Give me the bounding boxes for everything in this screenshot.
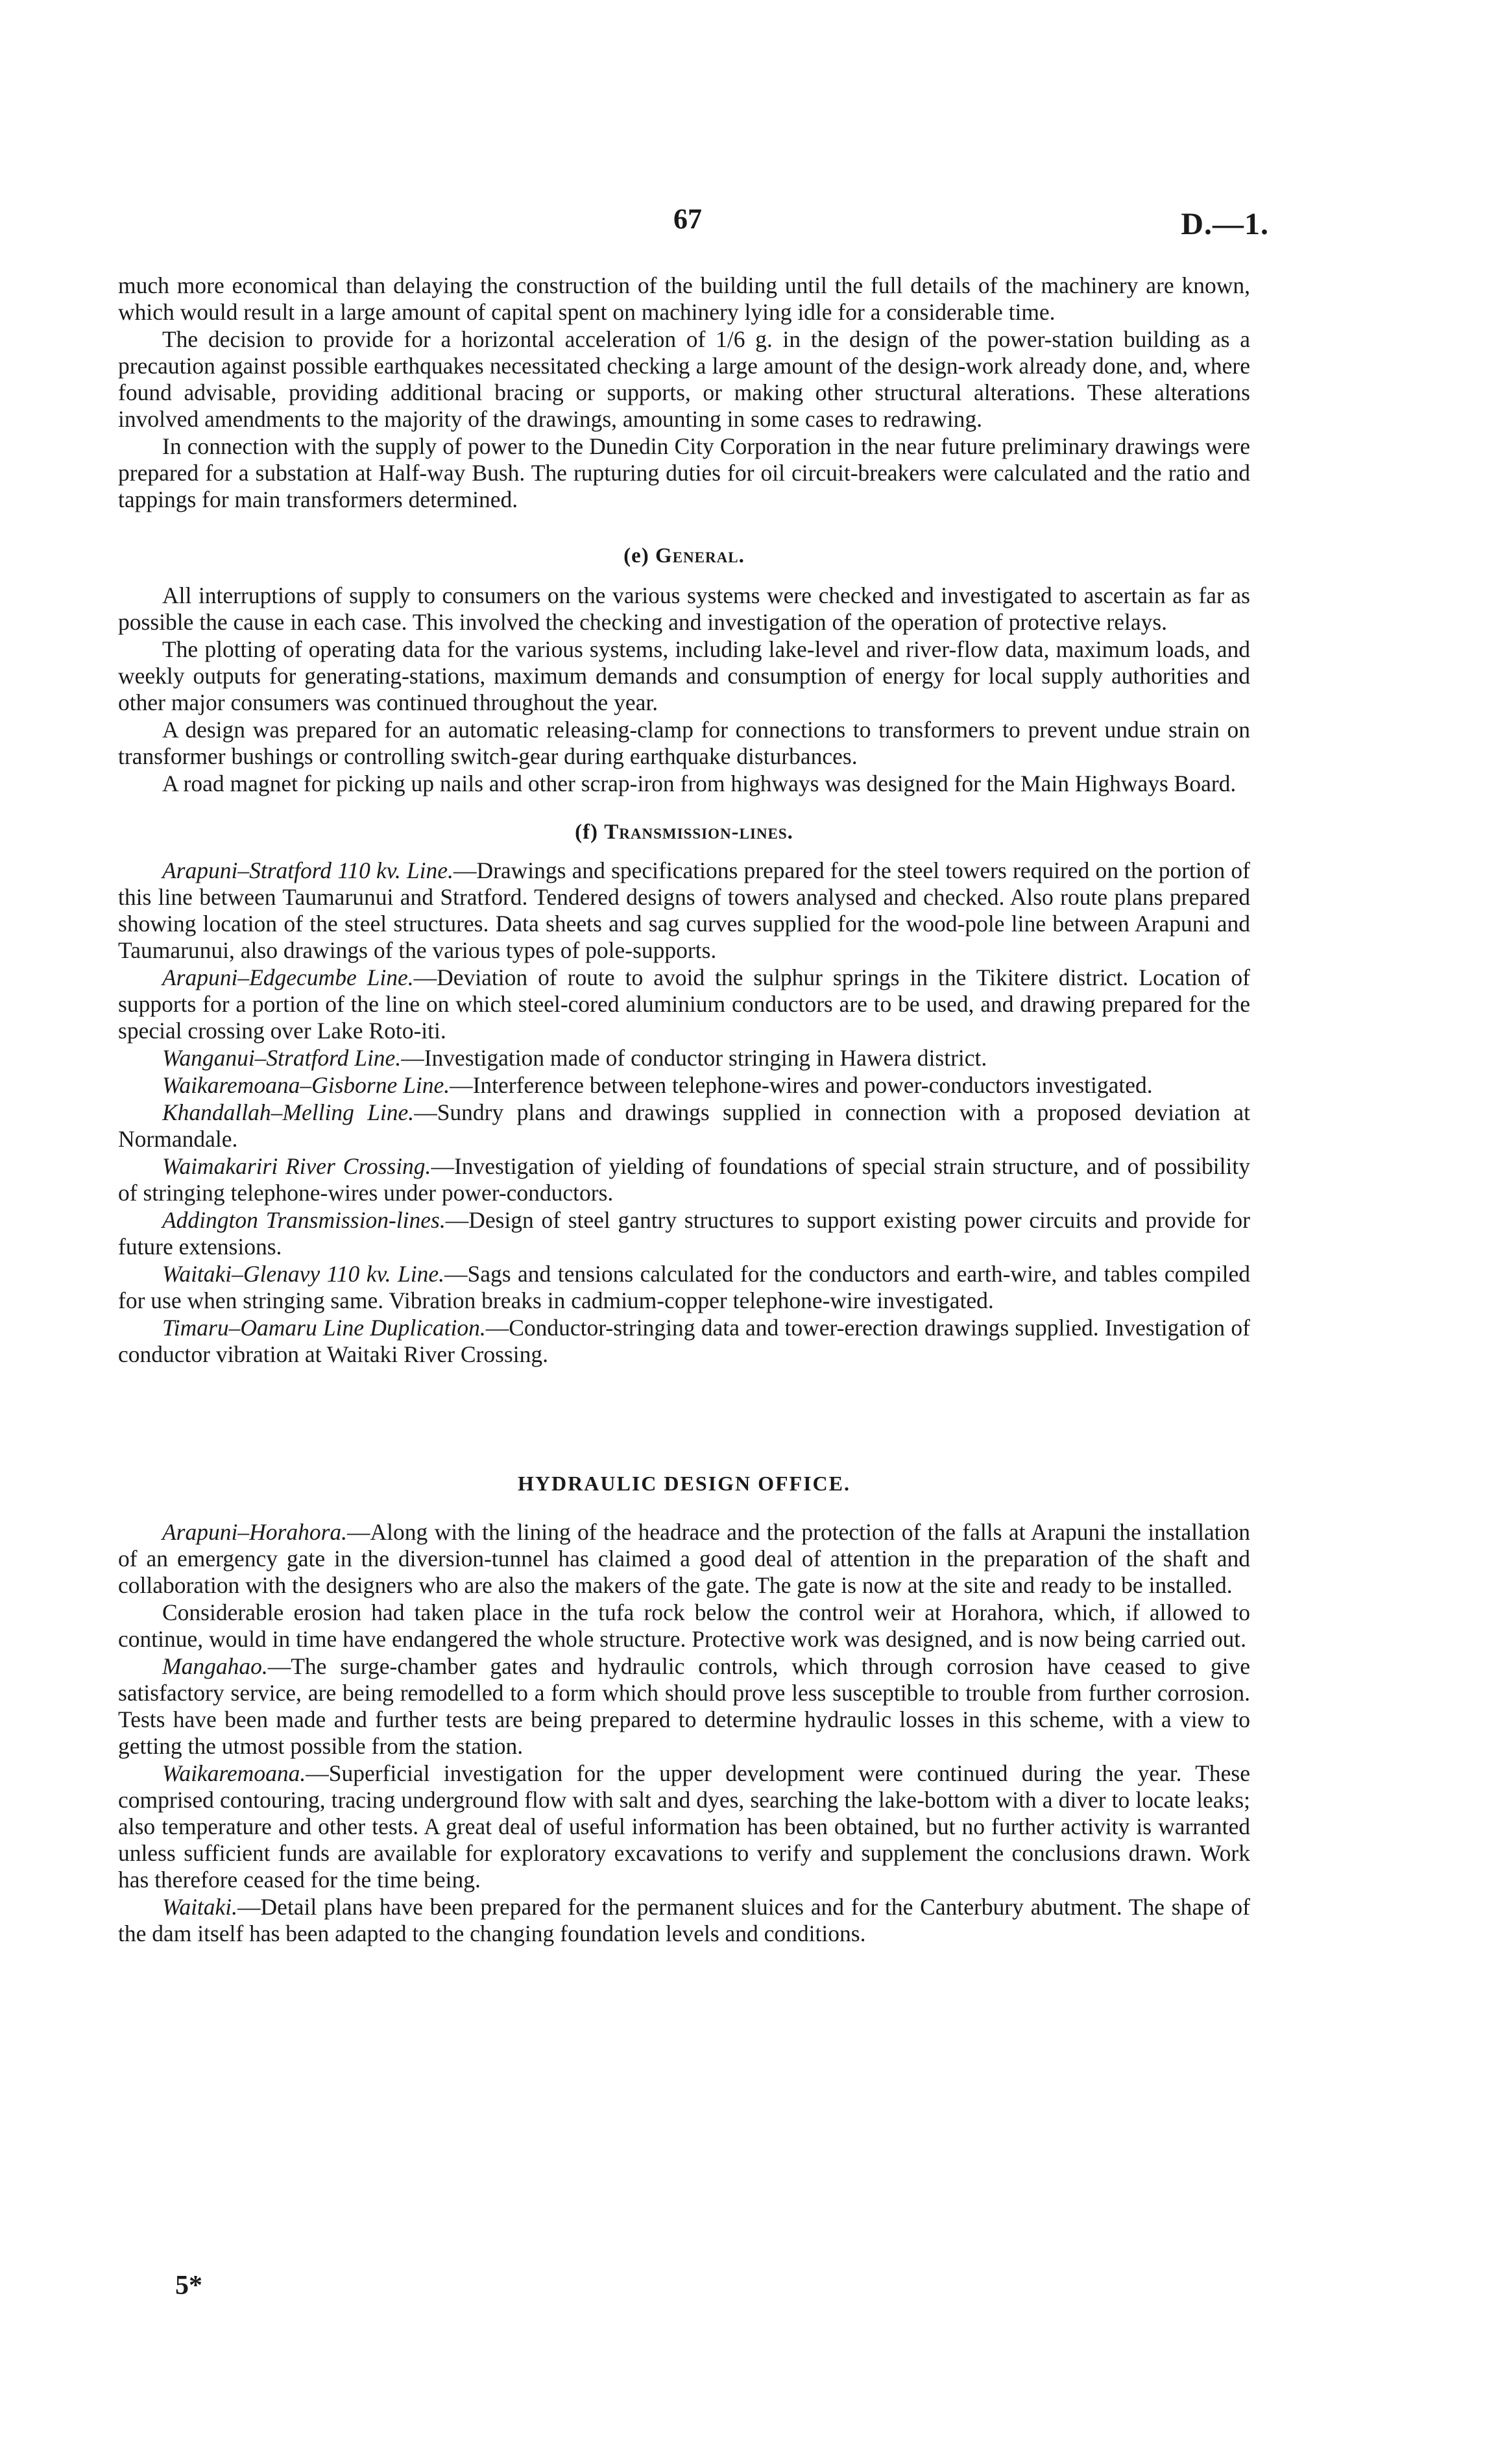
- transmission-item: [118, 1072, 1250, 1099]
- transmission-item-text: —Drawings and specifications prepared for the steel towers required on the portion of this line between Taumarunui and Stratford. Tendered designs of towers analysed and checked. Also route plans prepared showing location of the steel structures. Data sheets and sag curves supplied for the wood-pole line between Arapuni and Taumarunui, also drawings of the various types of pole-supports.: [118, 857, 1251, 963]
- transmission-item: [118, 1315, 1250, 1368]
- transmission-item: [118, 1207, 1250, 1260]
- transmission-item-text: —Interference between telephone-wires and power-conductors investigated.: [450, 1072, 1153, 1098]
- hydraulic-item: [118, 1599, 1250, 1653]
- signature-mark: 5*: [175, 2271, 202, 2301]
- transmission-item-text: —Sags and tensions calculated for the conductors and earth-wire, and tables compiled for use when stringing same. Vibration breaks in cadmium-copper telephone-wire investigated.: [118, 1261, 1250, 1313]
- transmission-item-text: —Design of steel gantry structures to support existing power circuits and provide for future extensions.: [118, 1207, 1250, 1260]
- transmission-item-text: —Conductor-stringing data and tower-erection drawings supplied. Investigation of conductor vibration at Waitaki River Crossing.: [118, 1315, 1250, 1367]
- transmission-item-text: —Investigation of yielding of foundations of special strain structure, and of possibility of stringing telephone-wires under power-conductors.: [118, 1153, 1250, 1206]
- hydraulic-item-text: —Superficial investigation for the upper development were continued during the year. These comprised contouring, tracing underground flow with salt and dyes, searching the lake-bottom with a diver to locate leaks; also temperature and other tests. A great deal of useful information has been obtained, but no further activity is warranted unless sufficient funds are available for exploratory excavations to verify and supplement the conclusions drawn. Work has therefore ceased for the time being.: [118, 1760, 1250, 1893]
- section-label-transmission: (f): [575, 820, 599, 844]
- hydraulic-item-text: —Along with the lining of the headrace and the protection of the falls at Arapuni the installation of an emergency gate in the diversion-tunnel has claimed a good deal of attention in the preparation of the shaft and collaboration with the designers who are also the makers of the gate. The gate is now at the site and ready to be installed.: [118, 1519, 1250, 1598]
- transmission-item: [118, 964, 1250, 1044]
- section-heading-transmission: [118, 819, 1250, 846]
- section-title-transmission: Transmission-lines.: [604, 820, 793, 844]
- transmission-item-lead: Wanganui–Stratford Line.: [162, 1045, 402, 1071]
- hydraulic-item-text: Considerable erosion had taken place in the tufa rock below the control weir at Horahora, which, if allowed to continue, would in time have endangered the whole structure. Protective work was designed, and is now being carried out.: [118, 1599, 1250, 1652]
- transmission-item: [118, 1099, 1250, 1153]
- general-paragraph-2: The plotting of operating data for the various systems, including lake-level and river-flow data, maximum loads, and weekly outputs for generating-stations, maximum demands and consumption of energy for local supply authorities and other major consumers was continued throughout the year.: [118, 636, 1250, 715]
- intro-paragraph-3: In connection with the supply of power to the Dunedin City Corporation in the near future preliminary drawings were prepared for a substation at Half-way Bush. The rupturing duties for oil circuit-breakers were calculated and the ratio and tappings for main transformers determined.: [118, 433, 1250, 512]
- hydraulic-item: [118, 1894, 1250, 1947]
- transmission-item: [118, 1045, 1250, 1071]
- hydraulic-item-text: —Detail plans have been prepared for the permanent sluices and for the Canterbury abutment. The shape of the dam itself has been adapted to the changing foundation levels and conditions.: [118, 1894, 1250, 1946]
- hydraulic-item: [118, 1519, 1250, 1599]
- transmission-item-lead: Waitaki–Glenavy 110 kv. Line.: [162, 1261, 444, 1287]
- transmission-item-lead: Arapuni–Stratford 110 kv. Line.: [162, 857, 453, 883]
- transmission-item: [118, 857, 1250, 964]
- section-heading-hydraulic: HYDRAULIC DESIGN OFFICE.: [518, 1472, 851, 1495]
- transmission-item-text: —Deviation of route to avoid the sulphur springs in the Tikitere district. Location of supports for a portion of the line on which steel-cored aluminium conductors are to be used, and drawing prepared for the special crossing over Lake Roto-iti.: [118, 964, 1250, 1044]
- transmission-item-lead: Arapuni–Edgecumbe Line.: [162, 964, 414, 990]
- intro-paragraph-1: much more economical than delaying the construction of the building until the full details of the machinery are known, which would result in a large amount of capital spent on machinery lying idle for a considerable time.: [118, 272, 1250, 325]
- transmission-item-lead: Waimakariri River Crossing.: [162, 1153, 431, 1179]
- general-paragraph-4: A road magnet for picking up nails and other scrap-iron from highways was designed for the Main Highways Board.: [162, 771, 1237, 796]
- transmission-item-lead: Khandallah–Melling Line.: [162, 1099, 415, 1125]
- document-reference: D.—1.: [1181, 207, 1269, 241]
- page-body: [118, 272, 1250, 1947]
- transmission-item: [118, 1153, 1250, 1206]
- hydraulic-item-lead: Waikaremoana.: [162, 1760, 306, 1786]
- transmission-item-text: —Sundry plans and drawings supplied in connection with a proposed deviation at Normandale.: [118, 1099, 1251, 1152]
- hydraulic-item: [118, 1760, 1250, 1893]
- hydraulic-item-lead: Waitaki.: [162, 1894, 238, 1920]
- section-heading-general: [118, 543, 1250, 569]
- transmission-item-lead: Timaru–Oamaru Line Duplication.: [162, 1315, 486, 1341]
- section-label-general: (e): [623, 544, 649, 568]
- hydraulic-item-text: —The surge-chamber gates and hydraulic controls, which through corrosion have ceased to give satisfactory service, are being remodelled to a form which should prove less susceptible to trouble from further corrosion. Tests have been made and further tests are being prepared to determine hydraulic losses in this scheme, with a view to getting the utmost possible from the station.: [118, 1653, 1250, 1759]
- general-paragraph-1: All interruptions of supply to consumers on the various systems were checked and investigated to ascertain as far as possible the cause in each case. This involved the checking and investigation of the operation of protective relays.: [118, 582, 1250, 635]
- general-paragraph-3: A design was prepared for an automatic releasing-clamp for connections to transformers to prevent undue strain on transformer bushings or controlling switch-gear during earthquake disturbances.: [118, 717, 1250, 769]
- hydraulic-item: [118, 1653, 1250, 1760]
- transmission-item: [118, 1261, 1250, 1314]
- transmission-item-lead: Waikaremoana–Gisborne Line.: [162, 1072, 450, 1098]
- intro-paragraph-2: The decision to provide for a horizontal acceleration of 1/6 g. in the design of the power-station building as a precaution against possible earthquakes necessitated checking a large amount of the design-work already done, and, where found advisable, providing additional bracing or supports, or making other structural alterations. These alterations involved amendments to the majority of the drawings, amounting in some cases to redrawing.: [118, 326, 1250, 432]
- hydraulic-item-lead: Arapuni–Horahora.: [162, 1519, 348, 1545]
- page-number: 67: [673, 203, 702, 235]
- hydraulic-item-lead: Mangahao.: [162, 1653, 268, 1679]
- transmission-item-lead: Addington Transmission-lines.: [162, 1207, 446, 1233]
- section-title-general: General.: [655, 544, 745, 568]
- transmission-item-text: —Investigation made of conductor stringing in Hawera district.: [401, 1045, 987, 1071]
